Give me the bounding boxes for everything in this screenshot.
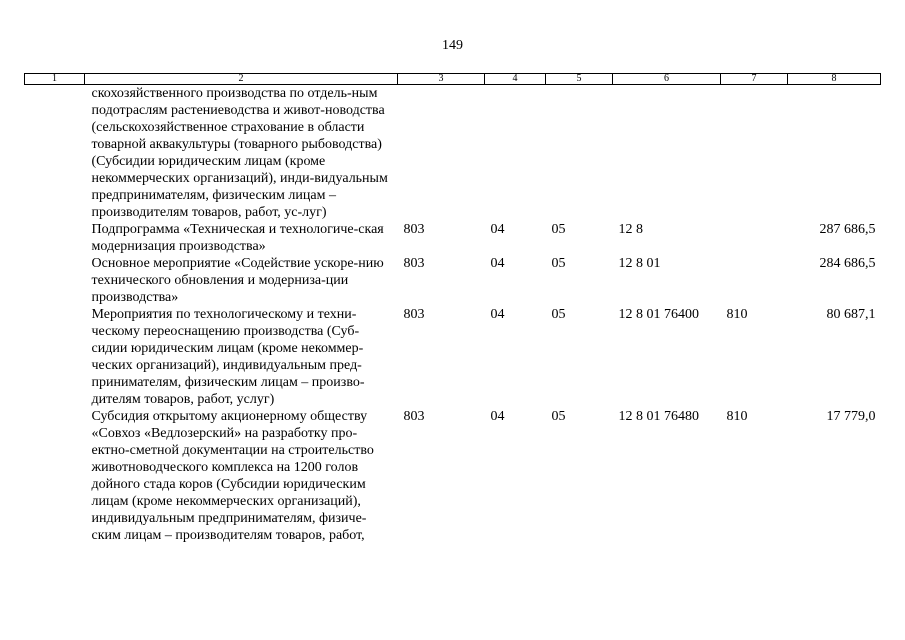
row-amount: 287 686,5 xyxy=(819,222,876,237)
row-target-article xyxy=(613,85,721,222)
row-subsection-code: 05 xyxy=(551,256,566,271)
row-expense-type xyxy=(721,85,788,222)
row-amount: 284 686,5 xyxy=(819,256,876,271)
row-name: Субсидия открытому акционерному обществу «Совхоз «Ведлозерский» на разработку про-ектно-сметной документации на строительство животноводческого комплекса на 1200 голов дойного стада коров (Субсидии юридическим лицам (кроме некоммерческих организаций), индивидуальным предпринимателям, физиче-ским лицам – производителям товаров, работ, xyxy=(91,409,374,543)
table-row xyxy=(25,85,881,222)
row-target-article: 12 8 01 76400 xyxy=(618,307,699,322)
row-ministry-code: 803 xyxy=(403,222,425,237)
row-expense-type: 810 xyxy=(726,307,748,322)
column-header-6: 6 xyxy=(613,74,721,85)
row-name: Основное мероприятие «Содействие ускоре-нию технического обновления и модерниза-ции производства» xyxy=(91,256,384,305)
row-target-article: 12 8 01 xyxy=(618,256,661,271)
column-number-header-row xyxy=(25,74,881,85)
row-section-code: 04 xyxy=(490,307,505,322)
row-subsection-code: 05 xyxy=(551,222,566,237)
row-ministry-code: 803 xyxy=(403,409,425,424)
row-subsection-code: 05 xyxy=(551,409,566,424)
row-name: Мероприятия по технологическому и техни-ческому переоснащению производства (Суб-сидии юридическим лицам (кроме некоммер-ческих организаций), индивидуальным пред-принимателям, физическим лицам – произво-дителям товаров, работ, услуг) xyxy=(91,307,365,407)
row-subsection-code: 05 xyxy=(551,307,566,322)
column-header-1: 1 xyxy=(25,74,85,85)
column-header-5: 5 xyxy=(546,74,613,85)
budget-table xyxy=(24,73,881,544)
table-row xyxy=(25,408,881,544)
table-row xyxy=(25,255,881,306)
row-expense-type xyxy=(721,221,788,255)
column-header-7: 7 xyxy=(721,74,788,85)
row-target-article: 12 8 01 76480 xyxy=(618,409,699,424)
row-expense-type: 810 xyxy=(726,409,748,424)
row-section-code: 04 xyxy=(490,222,505,237)
row-section-code xyxy=(485,85,546,222)
page-number: 149 xyxy=(442,38,463,53)
row-ministry-code: 803 xyxy=(403,307,425,322)
row-amount: 80 687,1 xyxy=(826,307,876,322)
table-row xyxy=(25,306,881,408)
column-header-3: 3 xyxy=(398,74,485,85)
row-section-code: 04 xyxy=(490,409,505,424)
row-ministry-code xyxy=(398,85,485,222)
row-target-article: 12 8 xyxy=(618,222,643,237)
row-subsection-code xyxy=(546,85,613,222)
row-ministry-code: 803 xyxy=(403,256,425,271)
row-section-code: 04 xyxy=(490,256,505,271)
row-amount xyxy=(788,85,881,222)
row-name: скохозяйственного производства по отдель-ным подотраслям растениеводства и живот-новодства (сельскохозяйственное страхование в области товарной аквакультуры (товарного рыбоводства) (Субсидии юридическим лицам (кроме некоммерческих организаций), инди-видуальным предпринимателям, физическим лицам – производителям товаров, работ, ус-луг) xyxy=(91,86,388,220)
table-row xyxy=(25,221,881,255)
column-header-4: 4 xyxy=(485,74,546,85)
column-header-8: 8 xyxy=(788,74,881,85)
row-name: Подпрограмма «Техническая и технологиче-ская модернизация производства» xyxy=(91,222,384,254)
row-expense-type xyxy=(721,255,788,306)
row-amount: 17 779,0 xyxy=(826,409,876,424)
column-header-2: 2 xyxy=(85,74,398,85)
